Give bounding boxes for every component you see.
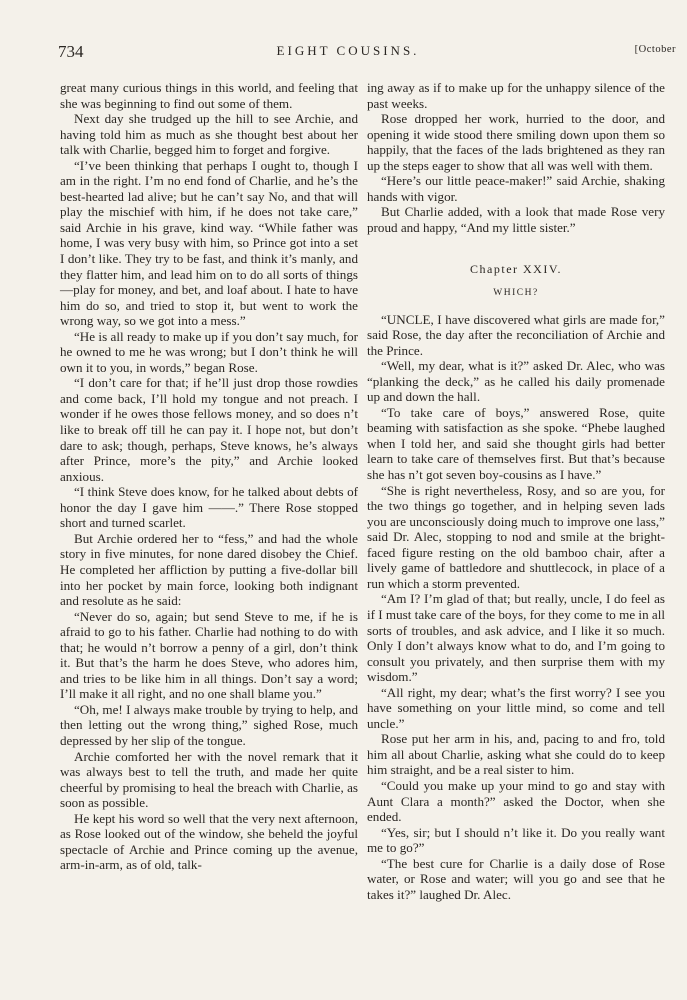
- chapter-title: WHICH?: [493, 288, 539, 299]
- left-column: [60, 80, 358, 873]
- right-column: [367, 80, 665, 902]
- month-label: [October: [634, 44, 676, 55]
- paragraph: Next day she trudged up the hill to see Archie, and having told him as much as she thought best about her talk with Charlie, begged him to forget and forgive.: [60, 111, 358, 158]
- paragraph: “Could you make up your mind to go and stay with Aunt Clara a month?” asked the Doctor, when she ended.: [367, 777, 665, 825]
- paragraph: But Archie ordered her to “fess,” and had the whole story in five minutes, for none dared disobey the Chief. He completed her affliction by putting a five-dollar bill into her pocket by main force, looking both indignant and resolute as he said:: [60, 530, 358, 609]
- paragraph: Rose put her arm in his, and, pacing to and fro, told him all about Charlie, asking what she could do to keep him straight, and be a real sister to him.: [367, 731, 665, 778]
- paragraph: “Am I? I’m glad of that; but really, uncle, I do feel as if I must take care of the boys, for they come to me in all sorts of troubles, and ask advice, and I like it so much. Only I don’t always know what to do, and I’m going to consult you privately, and then surprise them with my wisdom.”: [367, 591, 665, 685]
- paragraph: Archie comforted her with the novel remark that it was always best to tell the truth, and made her quite cheerful by promising to heal the breach with Charlie, as soon as possible.: [60, 748, 358, 811]
- paragraph: “I’ve been thinking that perhaps I ought to, though I am in the right. I’m no end fond of Charlie, and he’s the best-hearted lad alive; but he can’t say No, and that will play the mischief with him, if he does not take care,” said Archie in his grave, kind way. “While father was home, I was very busy with him, so Prince got into a set I don’t like. They try to be fast, and think it’s manly, and they flatter him, and lead him on to do all sorts of things—play for money, and bet, and loaf about. I hate to have him do so, and tried to stop it, but went to work the wrong way, so we got into a mess.”: [60, 157, 358, 329]
- paragraph: Rose dropped her work, hurried to the door, and opening it wide stood there smiling down upon them so happily, that the faces of the lads brightened as they ran up the steps eager to show that all was well with them.: [367, 111, 665, 173]
- paragraph: “I don’t care for that; if he’ll just drop those rowdies and come back, I’ll hold my tongue and not preach. I wonder if he owes those fellows money, and so does n’t like to break off till he can pay it. I hope not, but don’t dare to ask; though, perhaps, Steve knows, he’s always after Prince, more’s the pity,” and Archie looked anxious.: [60, 375, 358, 484]
- paragraph: “UNCLE, I have discovered what girls are made for,” said Rose, the day after the reconciliation of Archie and the Prince.: [367, 311, 665, 358]
- paragraph: “All right, my dear; what’s the first worry? I see you have something on your little mind, so come and tell uncle.”: [367, 684, 665, 731]
- paragraph: great many curious things in this world, and feeling that she was beginning to find out some of them.: [60, 80, 358, 111]
- paragraph: “He is all ready to make up if you don’t say much, for he owned to me he was wrong; but I don’t think he will own it to you, in words,” began Rose.: [60, 328, 358, 375]
- paragraph: He kept his word so well that the very next afternoon, as Rose looked out of the window, she beheld the joyful spectacle of Archie and Prince coming up the avenue, arm-in-arm, as of old, talk-: [60, 810, 358, 873]
- paragraph: “Oh, me! I always make trouble by trying to help, and then letting out the wrong thing,” sighed Rose, much depressed by her slip of the tongue.: [60, 701, 358, 748]
- paragraph: “I think Steve does know, for he talked about debts of honor the day I gave him ——.” There Rose stopped short and turned scarlet.: [60, 484, 358, 531]
- page-header: [58, 42, 678, 62]
- chapter-heading: Chapter XXIV.: [470, 262, 562, 277]
- paragraph: “She is right nevertheless, Rosy, and so are you, for the two things go together, and in helping seven lads you are unconsciously doing much to improve one lass,” said Dr. Alec, stopping to nod and smile at the bright-faced figure resting on the old bamboo chair, after a lively game of battledore and shuttlecock, in place of a run which a storm prevented.: [367, 482, 665, 591]
- paragraph: “To take care of boys,” answered Rose, quite beaming with satisfaction as she spoke. “Phebe laughed when I told her, and said she thought girls had better learn to take care of themselves first. But that’s because she has n’t got seven boy-cousins as I have.”: [367, 404, 665, 483]
- running-title: EIGHT COUSINS.: [276, 43, 420, 58]
- paragraph: ing away as if to make up for the unhappy silence of the past weeks.: [367, 80, 665, 111]
- paragraph: “Never do so, again; but send Steve to me, if he is afraid to go to his father. Charlie had nothing to do with that; he would n’t borrow a penny of a girl, don’t think it. But that’s the harm he does Steve, who adores him, and tries to be like him in all things. Don’t say a word; I’ll make it all right, and no one shall blame you.”: [60, 608, 358, 702]
- paragraph: “Well, my dear, what is it?” asked Dr. Alec, who was “planking the deck,” as he called his daily promenade up and down the hall.: [367, 358, 665, 405]
- paragraph: “Here’s our little peace-maker!” said Archie, shaking hands with vigor.: [367, 173, 665, 204]
- paragraph: “Yes, sir; but I should n’t like it. Do you really want me to go?”: [367, 824, 665, 856]
- page-number: 734: [58, 42, 84, 61]
- paragraph: “The best cure for Charlie is a daily dose of Rose water, or Rose and water; will you go and see that he takes it?” laughed Dr. Alec.: [367, 855, 665, 902]
- paragraph: But Charlie added, with a look that made Rose very proud and happy, “And my little sister.”: [367, 204, 665, 235]
